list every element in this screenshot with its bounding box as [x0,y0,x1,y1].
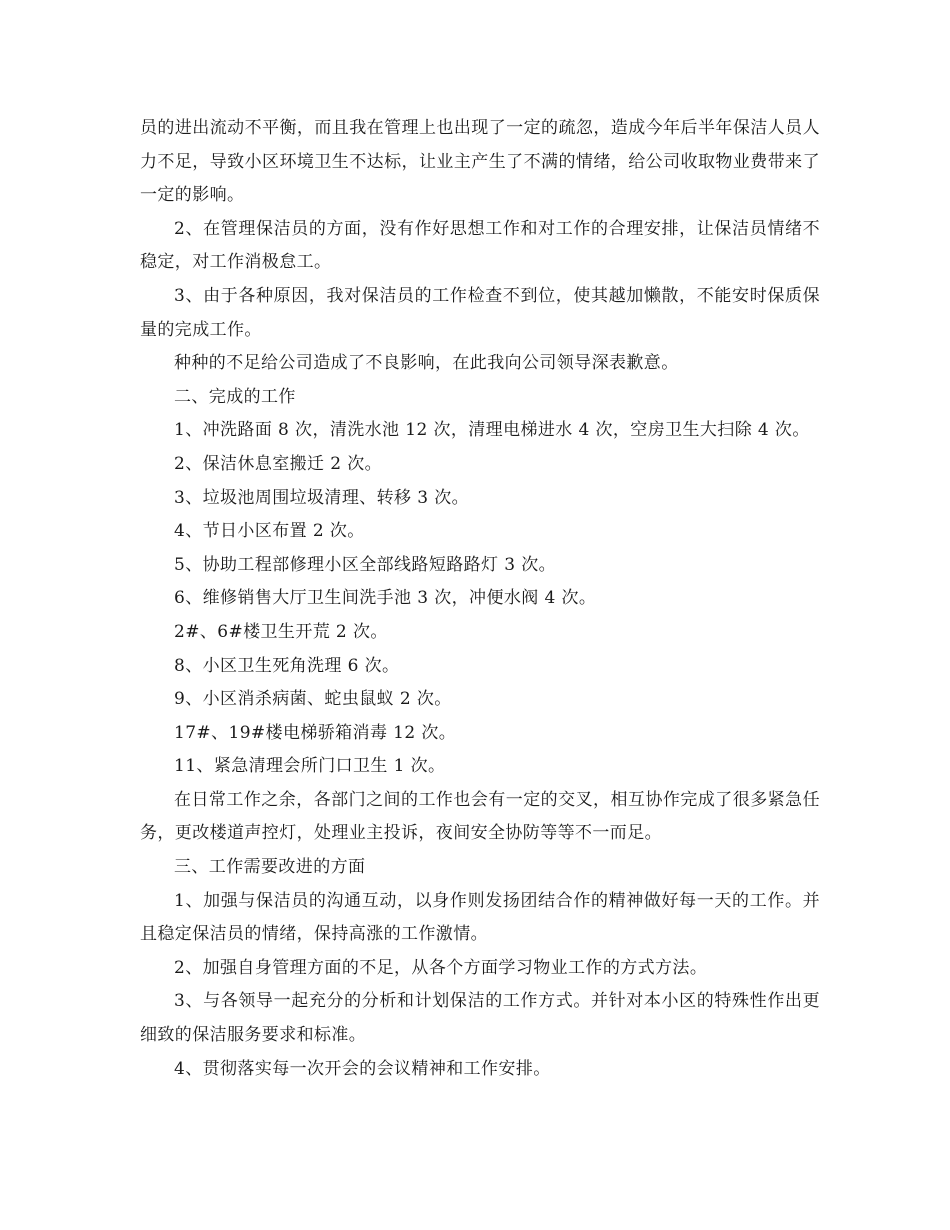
list-item: 11、紧急清理会所门口卫生 1 次。 [174,756,446,777]
paragraph-apology: 种种的不足给公司造成了不良影响，在此我向公司领导深表歉意。 [174,353,679,374]
list-item: 6、维修销售大厅卫生间洗手池 3 次，冲便水阀 4 次。 [174,588,597,609]
section-heading-completed-work: 二、完成的工作 [174,386,296,407]
list-item: 3、垃圾池周围垃圾清理、转移 3 次。 [174,487,470,508]
paragraph-cross-department: 在日常工作之余，各部门之间的工作也会有一定的交叉，相互协作完成了很多紧急任务，更改楼道声控灯，处理业主投诉，夜间安全协防等等不一而足。 [140,789,820,844]
paragraph-staff-imbalance: 员的进出流动不平衡，而且我在管理上也出现了一定的疏忽，造成今年后半年保洁人员人力不足，导致小区环境卫生不达标，让业主产生了不满的情绪，给公司收取物业费带来了一定的影响。 [140,118,820,206]
list-item: 4、贯彻落实每一次开会的会议精神和工作安排。 [174,1058,551,1079]
paragraph-item-3-inspection: 3、由于各种原因，我对保洁员的工作检查不到位，使其越加懒散，不能安时保质保量的完成工作。 [140,285,820,340]
list-item: 2#、6#楼卫生开荒 2 次。 [174,621,388,642]
list-item: 8、小区卫生死角洗理 6 次。 [174,655,400,676]
document-body [140,112,820,1086]
list-item: 2、保洁休息室搬迁 2 次。 [174,453,383,474]
list-item: 17#、19#楼电梯骄箱消毒 12 次。 [174,722,457,743]
paragraph-item-2-management: 2、在管理保洁员的方面，没有作好思想工作和对工作的合理安排，让保洁员情绪不稳定，对工作消极怠工。 [140,218,820,273]
list-item: 9、小区消杀病菌、蛇虫鼠蚁 2 次。 [174,689,452,710]
section-heading-improvements: 三、工作需要改进的方面 [174,857,366,878]
list-item: 1、冲洗路面 8 次，清洗水池 12 次，清理电梯进水 4 次，空房卫生大扫除 4 次。 [174,420,810,441]
list-item: 5、协助工程部修理小区全部线路短路路灯 3 次。 [174,554,557,575]
list-item: 1、加强与保洁员的沟通互动，以身作则发扬团结合作的精神做好每一天的工作。并且稳定保洁员的情绪，保持高涨的工作激情。 [140,890,820,945]
list-item: 3、与各领导一起充分的分析和计划保洁的工作方式。并针对本小区的特殊性作出更细致的保洁服务要求和标准。 [140,991,820,1046]
list-item: 2、加强自身管理方面的不足，从各个方面学习物业工作的方式方法。 [174,957,708,978]
list-item: 4、节日小区布置 2 次。 [174,521,365,542]
